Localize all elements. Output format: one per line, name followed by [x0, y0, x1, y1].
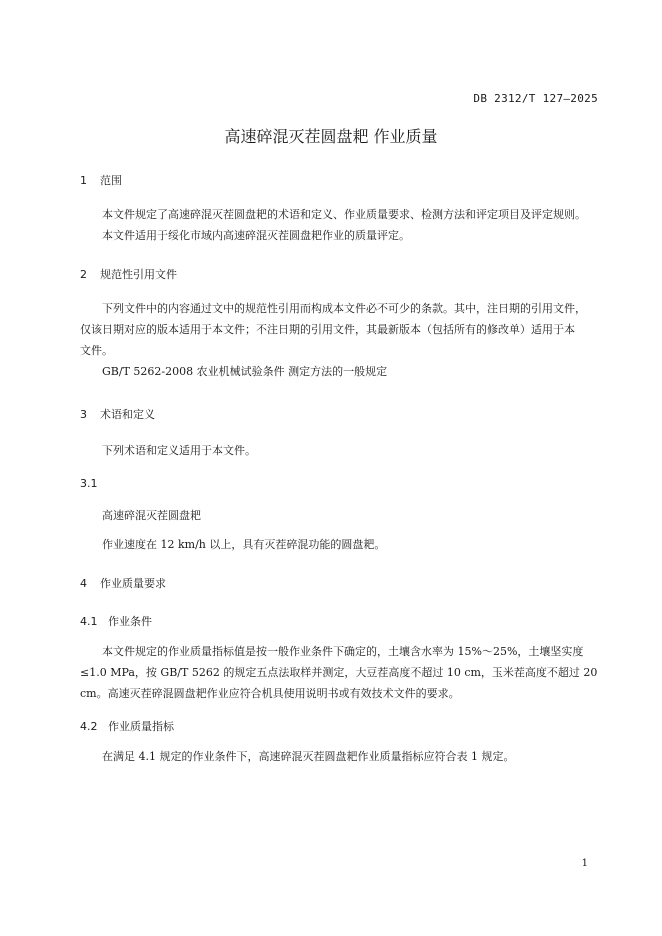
- section-2-number: 2: [80, 268, 87, 281]
- section-3-heading: [80, 406, 155, 422]
- subsection-4-1-heading: [80, 613, 152, 629]
- subsection-4-2-body: [80, 746, 600, 767]
- section-2-title: 规范性引用文件: [100, 268, 177, 281]
- section-3-body: [80, 440, 600, 461]
- document-title: 高速碎混灭茬圆盘耙 作业质量: [224, 127, 438, 146]
- section-3-title: 术语和定义: [100, 408, 155, 421]
- section-4-title: 作业质量要求: [100, 577, 166, 590]
- subsection-4-1-line-2: ≤1.0 MPa，按 GB/T 5262 的规定五点法取样并测定，大豆茬高度不超过 10 cm，玉米茬高度不超过 20: [80, 666, 598, 679]
- term-3-1-definition: 作业速度在 12 km/h 以上，具有灭茬碎混功能的圆盘耙。: [102, 538, 386, 551]
- subsection-4-2-number: 4.2: [80, 720, 98, 733]
- subsection-4-1-title: 作业条件: [108, 615, 152, 628]
- subsection-4-2-para: 在满足 4.1 规定的作业条件下，高速碎混灭茬圆盘耙作业质量指标应符合表 1 规定。: [102, 750, 515, 763]
- term-3-1-name: 高速碎混灭茬圆盘耙: [102, 509, 201, 522]
- subsection-4-1-line-1: 本文件规定的作业质量指标值是按一般作业条件下确定的，土壤含水率为 15%～25%，土壤坚实度: [102, 645, 584, 658]
- subsection-4-2-heading: [80, 718, 174, 734]
- section-1-para-1: 本文件规定了高速碎混灭茬圆盘耙的术语和定义、作业质量要求、检测方法和评定项目及评定规则。: [102, 208, 586, 221]
- subsection-4-1-line-3: cm。高速灭茬碎混圆盘耙作业应符合机具使用说明书或有效技术文件的要求。: [80, 687, 460, 700]
- subsection-4-2-title: 作业质量指标: [108, 720, 174, 733]
- section-1-para-2: 本文件适用于绥化市域内高速碎混灭茬圆盘耙作业的质量评定。: [102, 229, 410, 242]
- section-2-para-line-3: 文件。: [80, 344, 113, 357]
- section-4-heading: [80, 575, 166, 591]
- section-1-body: [80, 204, 600, 246]
- section-1-title: 范围: [100, 174, 122, 187]
- section-2-para-line-2: 仅该日期对应的版本适用于本文件；不注日期的引用文件，其最新版本（包括所有的修改单）适用于本: [80, 323, 575, 336]
- standard-code: DB 2312/T 127—2025: [473, 92, 598, 105]
- section-2-body: [80, 298, 600, 382]
- normative-reference-1: GB/T 5262-2008 农业机械试验条件 测定方法的一般规定: [102, 365, 388, 378]
- section-1-number: 1: [80, 174, 87, 187]
- term-3-1-number: 3.1: [80, 477, 98, 490]
- subsection-4-1-body: [80, 641, 600, 704]
- section-4-number: 4: [80, 577, 87, 590]
- section-3-para-1: 下列术语和定义适用于本文件。: [102, 444, 256, 457]
- section-2-para-line-1: 下列文件中的内容通过文中的规范性引用而构成本文件必不可少的条款。其中，注日期的引用文件，: [102, 302, 586, 315]
- section-3-number: 3: [80, 408, 87, 421]
- term-3-1-definition-block: [80, 534, 600, 555]
- section-2-heading: [80, 266, 177, 282]
- page-number: 1: [581, 858, 588, 869]
- section-1-heading: [80, 172, 122, 188]
- subsection-4-1-number: 4.1: [80, 615, 98, 628]
